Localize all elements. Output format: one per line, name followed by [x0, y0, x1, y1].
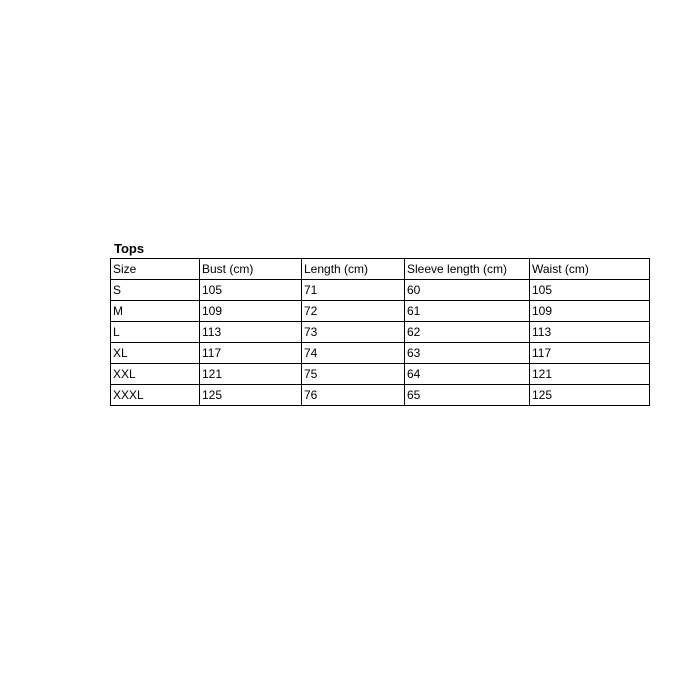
table-row	[111, 280, 650, 301]
length-cell: 75	[302, 364, 405, 385]
bust-cell: 121	[200, 364, 302, 385]
waist-cell: 109	[530, 301, 650, 322]
length-cell: 74	[302, 343, 405, 364]
bust-cell: 113	[200, 322, 302, 343]
header-sleeve-length: Sleeve length (cm)	[405, 259, 530, 280]
size-cell: XXXL	[111, 385, 200, 406]
table-row	[111, 301, 650, 322]
table-row	[111, 364, 650, 385]
sleeve-length-cell: 60	[405, 280, 530, 301]
table-row	[111, 343, 650, 364]
size-cell: XL	[111, 343, 200, 364]
size-cell: S	[111, 280, 200, 301]
waist-cell: 121	[530, 364, 650, 385]
header-row	[111, 259, 650, 280]
bust-cell: 117	[200, 343, 302, 364]
waist-cell: 125	[530, 385, 650, 406]
bust-cell: 109	[200, 301, 302, 322]
bust-cell: 125	[200, 385, 302, 406]
size-table	[110, 258, 650, 406]
header-length: Length (cm)	[302, 259, 405, 280]
waist-cell: 117	[530, 343, 650, 364]
table-row	[111, 385, 650, 406]
waist-cell: 113	[530, 322, 650, 343]
sleeve-length-cell: 61	[405, 301, 530, 322]
sleeve-length-cell: 64	[405, 364, 530, 385]
header-waist: Waist (cm)	[530, 259, 650, 280]
chart-title: Tops	[114, 241, 145, 256]
sleeve-length-cell: 63	[405, 343, 530, 364]
waist-cell: 105	[530, 280, 650, 301]
size-cell: XXL	[111, 364, 200, 385]
table-row	[111, 322, 650, 343]
size-chart	[110, 240, 649, 406]
bust-cell: 105	[200, 280, 302, 301]
length-cell: 73	[302, 322, 405, 343]
length-cell: 71	[302, 280, 405, 301]
length-cell: 72	[302, 301, 405, 322]
size-cell: L	[111, 322, 200, 343]
header-bust: Bust (cm)	[200, 259, 302, 280]
header-size: Size	[111, 259, 200, 280]
size-cell: M	[111, 301, 200, 322]
sleeve-length-cell: 62	[405, 322, 530, 343]
sleeve-length-cell: 65	[405, 385, 530, 406]
length-cell: 76	[302, 385, 405, 406]
